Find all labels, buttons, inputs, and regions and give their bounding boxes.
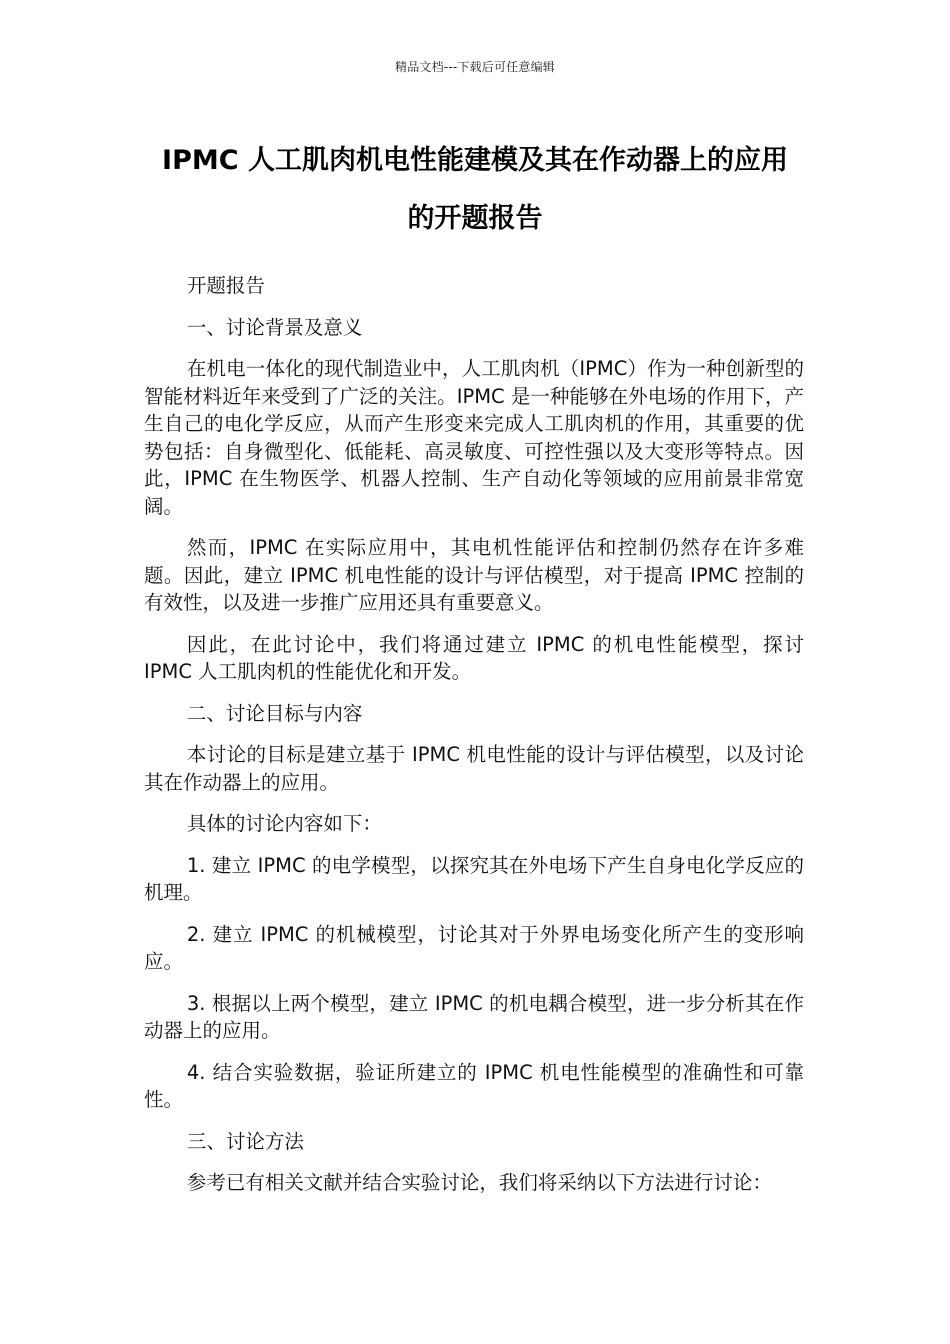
section-heading-goals: 二、讨论目标与内容	[186, 701, 363, 725]
page-title-line-1: IPMC 人工肌肉机电性能建模及其在作动器上的应用	[162, 145, 788, 176]
list-item: 1. 建立 IPMC 的电学模型，以探究其在外电场下产生自身电化学反应的机理。	[144, 853, 804, 904]
list-item: 2. 建立 IPMC 的机械模型，讨论其对于外界电场变化所产生的变形响应。	[144, 922, 804, 973]
section-heading-background: 一、讨论背景及意义	[186, 315, 363, 339]
document-body	[144, 272, 804, 1211]
list-item: 4. 结合实验数据，验证所建立的 IPMC 机电性能模型的准确性和可靠性。	[144, 1060, 804, 1111]
section-heading-methods: 三、讨论方法	[186, 1129, 304, 1153]
report-label: 开题报告	[186, 274, 265, 297]
page-title-line-2: 的开题报告	[407, 203, 543, 234]
list-item: 3. 根据以上两个模型，建立 IPMC 的机电耦合模型，进一步分析其在作动器上的应用。	[144, 991, 804, 1042]
paragraph-challenges: 然而，IPMC 在实际应用中，其电机性能评估和控制仍然存在许多难题。因此，建立 IPMC 机电性能的设计与评估模型，对于提高 IPMC 控制的有效性，以及进一步推广应用还具有重要意义。	[144, 536, 804, 614]
paragraph-purpose: 因此，在此讨论中，我们将通过建立 IPMC 的机电性能模型，探讨 IPMC 人工肌肉机的性能优化和开发。	[144, 632, 804, 683]
paragraph-content-intro: 具体的讨论内容如下：	[186, 812, 382, 835]
paragraph-goal: 本讨论的目标是建立基于 IPMC 机电性能的设计与评估模型，以及讨论其在作动器上的应用。	[144, 743, 804, 794]
paragraph-background: 在机电一体化的现代制造业中，人工肌肉机（IPMC）作为一种创新型的智能材料近年来受到了广泛的关注。IPMC 是一种能够在外电场的作用下，产生自己的电化学反应，从而产生形变来完成人工肌肉机的作用，其重要的优势包括：自身微型化、低能耗、高灵敏度、可控性强以及大变形等特点。因此，IPMC 在生物医学、机器人控制、生产自动化等领域的应用前景非常宽阔。	[144, 357, 804, 518]
header-note: 精品文档---下载后可任意编辑	[395, 60, 555, 74]
paragraph-methods: 参考已有相关文献并结合实验讨论，我们将采纳以下方法进行讨论：	[186, 1171, 772, 1194]
